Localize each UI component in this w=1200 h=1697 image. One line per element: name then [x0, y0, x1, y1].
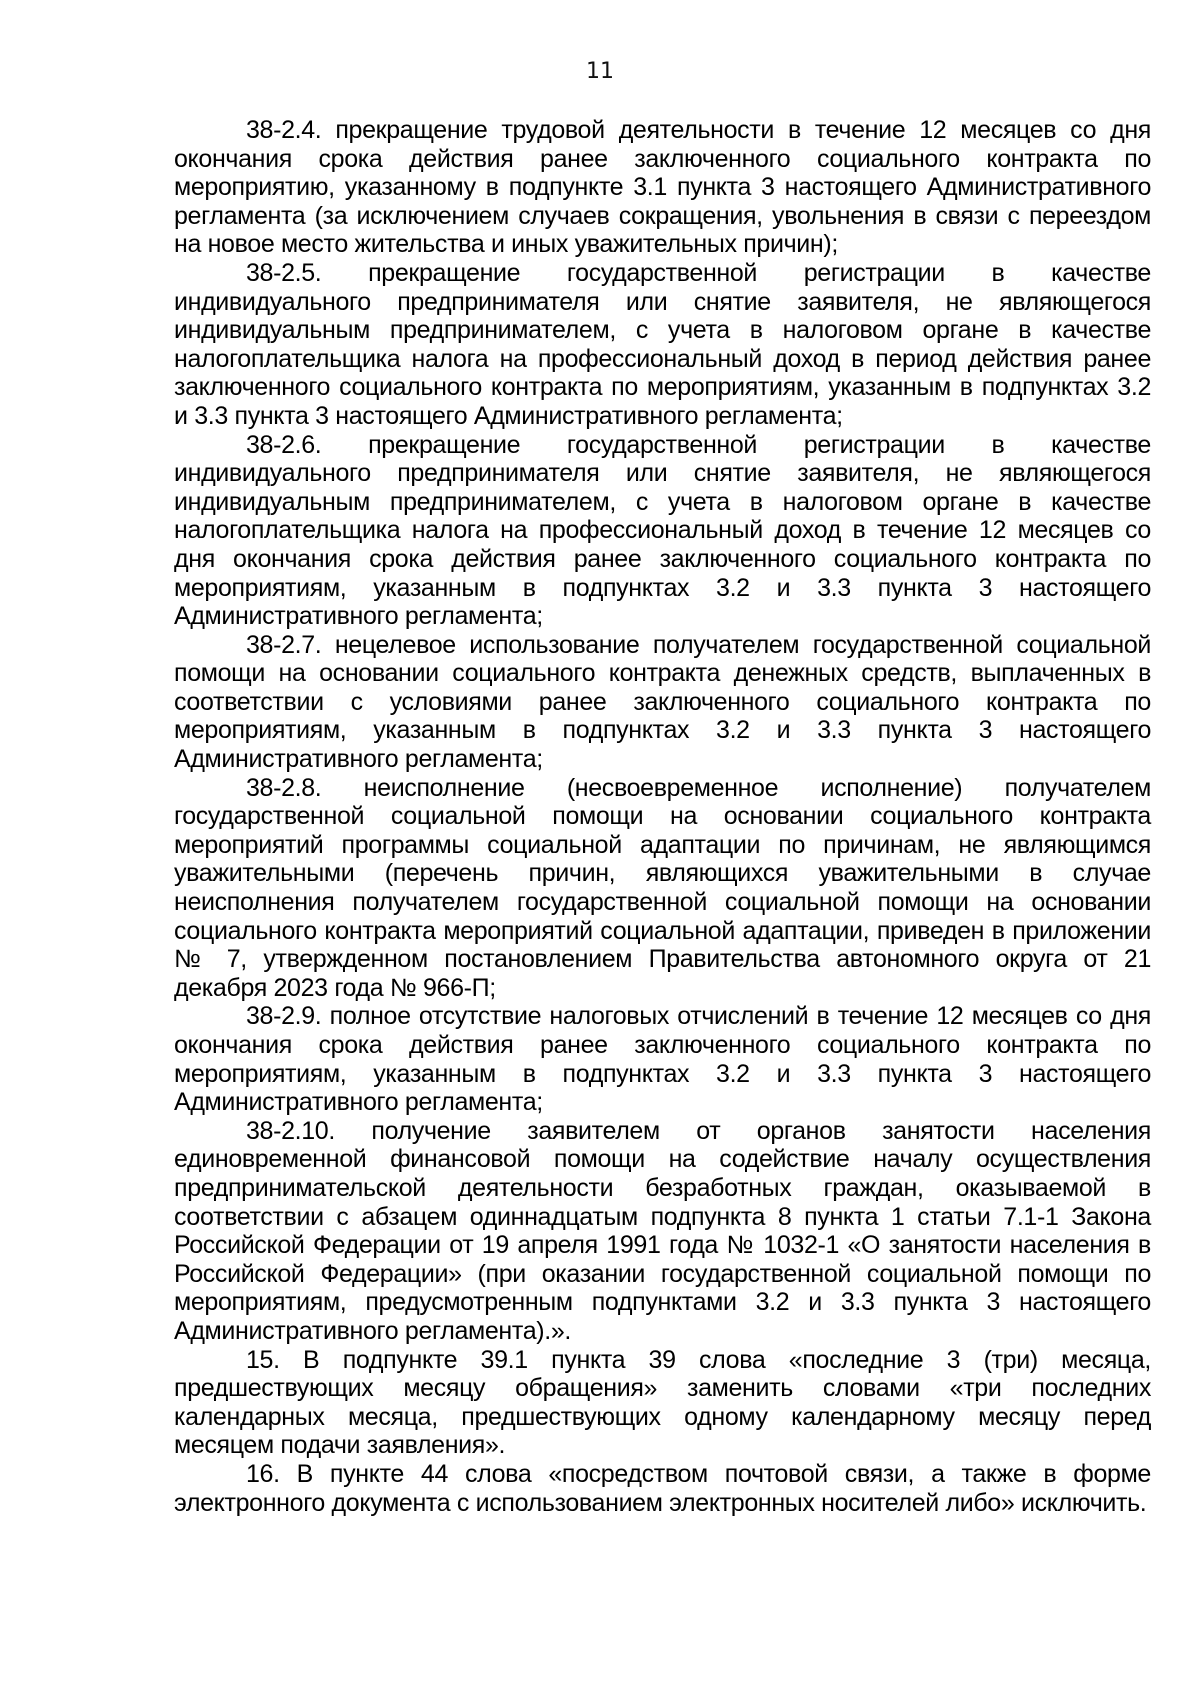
paragraph-38-2-9: 38-2.9. полное отсутствие налоговых отчислений в течение 12 месяцев со дня окончания срока действия ранее заключенного социального контракта по мероприятиям, указанным в подпунктах 3.2 и 3.3 пункта 3 настоящего Административного регламента; [174, 1002, 1151, 1117]
page-number: 11 [586, 59, 614, 84]
document-body [174, 116, 1151, 1517]
paragraph-38-2-10: 38-2.10. получение заявителем от органов занятости населения единовременной финансовой помощи на содействие началу осуществления предпринимательской деятельности безработных граждан, оказываемой в соответствии с абзацем одиннадцатым подпункта 8 пункта 1 статьи 7.1-1 Закона Российской Федерации от 19 апреля 1991 года № 1032-1 «О занятости населения в Российской Федерации» (при оказании государственной социальной помощи по мероприятиям, предусмотренным подпунктами 3.2 и 3.3 пункта 3 настоящего Административного регламента).». [174, 1116, 1151, 1345]
paragraph-16: 16. В пункте 44 слова «посредством почтовой связи, а также в форме электронного документа с использованием электронных носителей либо» исключить. [174, 1459, 1151, 1517]
paragraph-38-2-5: 38-2.5. прекращение государственной регистрации в качестве индивидуального предпринимателя или снятие заявителя, не являющегося индивидуальным предпринимателем, с учета в налоговом органе в качестве налогоплательщика налога на профессиональный доход в период действия ранее заключенного социального контракта по мероприятиям, указанным в подпунктах 3.2 и 3.3 пункта 3 настоящего Административного регламента; [174, 258, 1151, 430]
paragraph-38-2-7: 38-2.7. нецелевое использование получателем государственной социальной помощи на основании социального контракта денежных средств, выплаченных в соответствии с условиями ранее заключенного социального контракта по мероприятиям, указанным в подпунктах 3.2 и 3.3 пункта 3 настоящего Административного регламента; [174, 630, 1151, 774]
paragraph-15: 15. В подпункте 39.1 пункта 39 слова «последние 3 (три) месяца, предшествующих месяцу обращения» заменить словами «три последних календарных месяца, предшествующих одному календарному месяцу перед месяцем подачи заявления». [174, 1345, 1151, 1460]
paragraph-38-2-4: 38-2.4. прекращение трудовой деятельности в течение 12 месяцев со дня окончания срока действия ранее заключенного социального контракта по мероприятию, указанному в подпункте 3.1 пункта 3 настоящего Административного регламента (за исключением случаев сокращения, увольнения в связи с переездом на новое место жительства и иных уважительных причин); [174, 116, 1151, 259]
paragraph-38-2-6: 38-2.6. прекращение государственной регистрации в качестве индивидуального предпринимателя или снятие заявителя, не являющегося индивидуальным предпринимателем, с учета в налоговом органе в качестве налогоплательщика налога на профессиональный доход в течение 12 месяцев со дня окончания срока действия ранее заключенного социального контракта по мероприятиям, указанным в подпунктах 3.2 и 3.3 пункта 3 настоящего Административного регламента; [174, 430, 1151, 631]
paragraph-38-2-8: 38-2.8. неисполнение (несвоевременное исполнение) получателем государственной социальной помощи на основании социального контракта мероприятий программы социальной адаптации по причинам, не являющимся уважительными (перечень причин, являющихся уважительными в случае неисполнения получателем государственной социальной помощи на основании социального контракта мероприятий социальной адаптации, приведен в приложении № 7, утвержденном постановлением Правительства автономного округа от 21 декабря 2023 года № 966-П; [174, 773, 1151, 1002]
